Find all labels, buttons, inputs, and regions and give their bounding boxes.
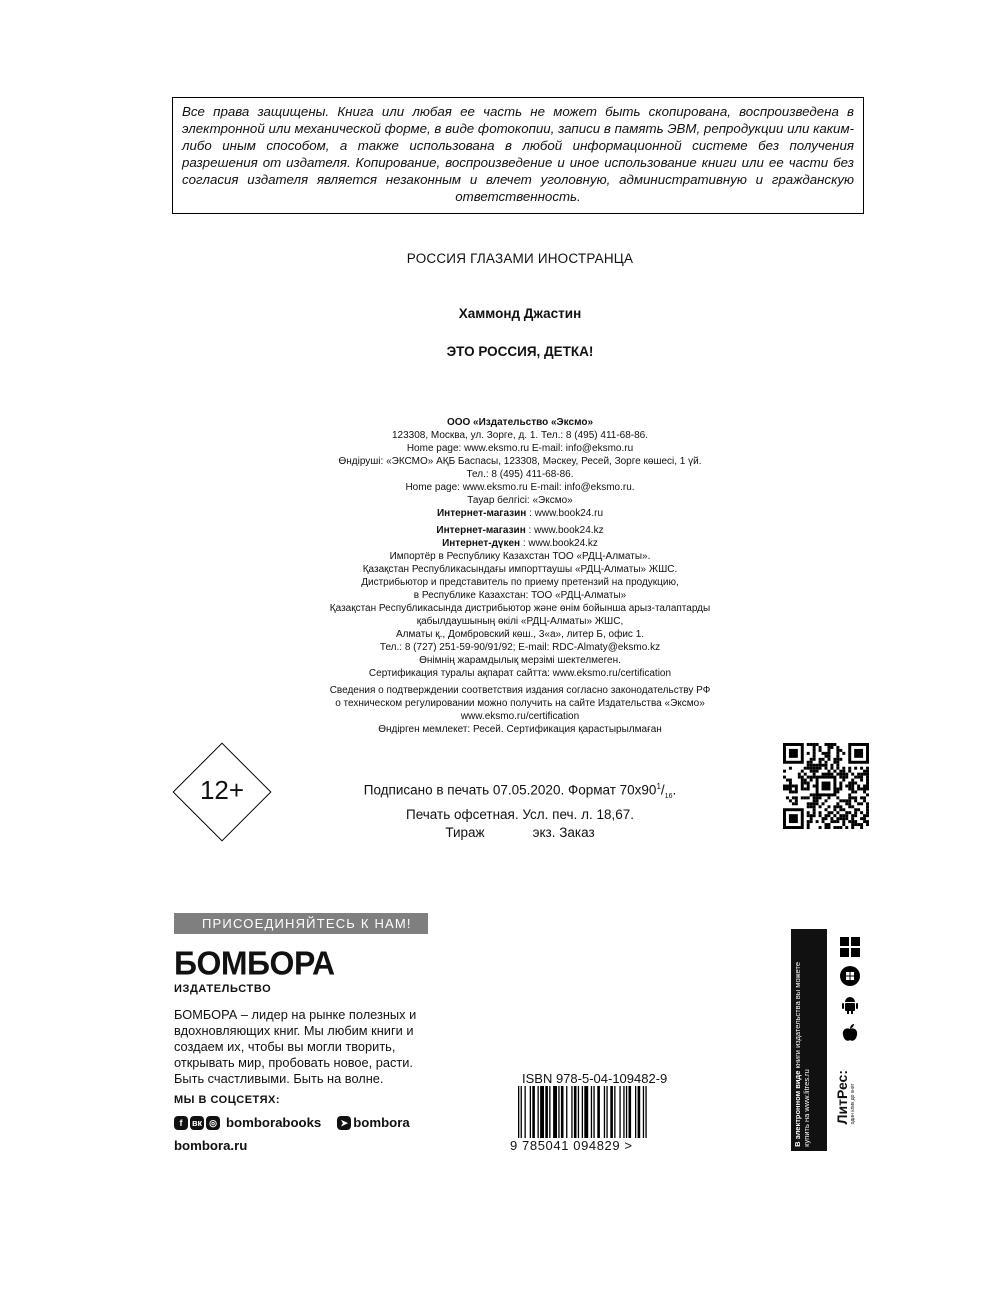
print-line-2: Печать офсетная. Усл. печ. л. 18,67. [406, 807, 634, 823]
print-order: экз. Заказ [532, 825, 595, 841]
join-us-banner: ПРИСОЕДИНЯЙТЕСЬ К НАМ! [174, 913, 428, 934]
publisher-address: 123308, Москва, ул. Зорге, д. 1. Тел.: 8 (495) 411-68-86. [391, 430, 649, 441]
litres-promo-line2[interactable]: купить на www.litres.ru [802, 1069, 811, 1147]
litres-promo-bold: В электронном виде [793, 1070, 802, 1147]
format-end: . [672, 782, 677, 798]
print-run: Тираж [445, 825, 485, 841]
bombora-logo-subtitle: ИЗДАТЕЛЬСТВО [174, 983, 272, 995]
litres-promo-rest: книги издательства вы можете [793, 962, 802, 1071]
telegram-icon[interactable]: ➤ [337, 1116, 351, 1130]
litres-promo [793, 962, 811, 1147]
shop-kz-label: Интернет-магазин [436, 525, 526, 536]
distributor-kz: Қазақстан Республикасында дистрибьютор және өнім бойынша арыз-талаптарды [329, 603, 711, 614]
isbn: ISBN 978-5-04-109482-9 [522, 1071, 668, 1086]
instagram-icon[interactable]: ◎ [206, 1116, 220, 1130]
social-handle-2[interactable]: bombora [353, 1115, 410, 1130]
producer-kz-phone: Тел.: 8 (495) 411-68-86. [466, 469, 574, 480]
bombora-logo: БОМБОРА [174, 944, 335, 982]
almaty-address: Алматы қ., Домбровский көш., 3«а», литер Б, офис 1. [395, 629, 645, 640]
author-name: Хаммонд Джастин [458, 306, 582, 321]
litres-tagline: один клик до книг [850, 1083, 856, 1125]
shop-kz-link[interactable]: : www.book24.kz [525, 525, 604, 536]
facebook-icon[interactable]: f [174, 1116, 188, 1130]
social-heading: МЫ В СОЦСЕТЯХ: [174, 1094, 281, 1106]
print-line-1 [330, 778, 710, 806]
series-title: РОССИЯ ГЛАЗАМИ ИНОСТРАНЦА [406, 251, 634, 266]
rights-notice: Все права защищены. Книга или любая ее часть не может быть скопирована, воспроизведена в электронной или механической форме, в виде фотокопии, записи в память ЭВМ, репродукции или каким-либо иным способом, а также использована в любой информационной системе без получения разрешения от издателя. Копирование, воспроизведение и иное использование книги или ее части без согласия издателя является незаконным и влечет уголовную, административную и гражданскую ответственность. [172, 97, 864, 214]
format-sub: 16 [664, 793, 673, 801]
distributor: Дистрибьютор и представитель по приему претензий на продукцию, [361, 577, 679, 588]
book-title: ЭТО РОССИЯ, ДЕТКА! [446, 344, 594, 359]
shop-kz-kazakh-label: Интернет-дүкен [442, 538, 521, 549]
trademark: Тауар белгісі: «Эксмо» [467, 495, 573, 506]
producer-kz: Өндіруші: «ЭКСМО» АҚБ Баспасы, 123308, Мәскеу, Ресей, Зорге көшесі, 1 үй. [338, 456, 702, 467]
qr-code[interactable] [783, 743, 869, 829]
social-handle-1[interactable]: bomborabooks [226, 1115, 322, 1130]
age-rating-label: 12+ [199, 775, 245, 805]
shop-ru [240, 507, 800, 520]
apple-icon [839, 1022, 861, 1044]
litres-strip [791, 929, 827, 1151]
distributor-kz-2: қабылдаушының өкілі «РДЦ-Алматы» ЖШС, [416, 616, 624, 627]
conformity-3: www.eksmo.ru/certification [460, 711, 580, 722]
print-info [330, 778, 710, 842]
age-rating-badge [174, 744, 270, 840]
barcode-digits: 9 785041 094829 > [510, 1138, 633, 1153]
format-slash: / [660, 782, 665, 798]
format-sup: 1 [656, 782, 661, 791]
origin-country: Өндірген мемлекет: Ресей. Сертификация қарастырылмаған [378, 724, 662, 735]
shop-ru-link[interactable]: : www.book24.ru [526, 508, 604, 519]
litres-logo-text: ЛитРес: [834, 1070, 850, 1125]
barcode [510, 1086, 680, 1141]
windows-phone-icon [839, 965, 861, 987]
about-text: БОМБОРА – лидер на рынке полезных и вдохновляющих книг. Мы любим книги и создаем их, чтобы вы могли творить, открывать мир, пробовать новое, расти. Быть счастливыми. Быть на волне. [174, 1007, 417, 1086]
android-icon [839, 994, 861, 1016]
shop-kz [240, 524, 800, 537]
conformity-1: Сведения о подтверждении соответствия издания согласно законодательству РФ [329, 685, 711, 696]
producer-kz-web: Home page: www.eksmo.ru E-mail: info@eksmo.ru. [405, 482, 635, 493]
shelf-life: Өнімнің жарамдылық мерзімі шектелмеген. [419, 655, 621, 666]
social-row [174, 1115, 410, 1130]
site-link[interactable]: bombora.ru [174, 1138, 248, 1153]
print-signed: Подписано в печать 07.05.2020. Формат 70x90 [363, 782, 657, 798]
print-line-3 [330, 824, 710, 842]
shop-kz-kazakh-link[interactable]: : www.book24.kz [520, 538, 598, 549]
shop-ru-label: Интернет-магазин [436, 508, 527, 519]
shop-kz-kazakh [240, 537, 800, 550]
importer-kz: Қазақстан Республикасындағы импорттаушы «РДЦ-Алматы» ЖШС. [362, 564, 678, 575]
imprint-block [240, 416, 800, 736]
windows-icon [839, 936, 861, 958]
conformity-2: о техническом регулировании можно получить на сайте Издательства «Эксмо» [335, 698, 705, 709]
almaty-contacts: Тел.: 8 (727) 251-59-90/91/92; E-mail: RDC-Almaty@eksmo.kz [379, 642, 661, 653]
publisher-web: Home page: www.eksmo.ru E-mail: info@eksmo.ru [406, 443, 634, 454]
vk-icon[interactable]: вк [191, 1117, 203, 1128]
litres-logo [834, 1070, 856, 1124]
importer: Импортёр в Республику Казахстан ТОО «РДЦ-Алматы». [389, 551, 651, 562]
certification-kz: Сертификация туралы ақпарат сайтта: www.eksmo.ru/certification [368, 668, 672, 679]
publisher-name: ООО «Издательство «Эксмо» [446, 417, 594, 428]
distributor-2: в Республике Казахстан: ТОО «РДЦ-Алматы» [413, 590, 627, 601]
